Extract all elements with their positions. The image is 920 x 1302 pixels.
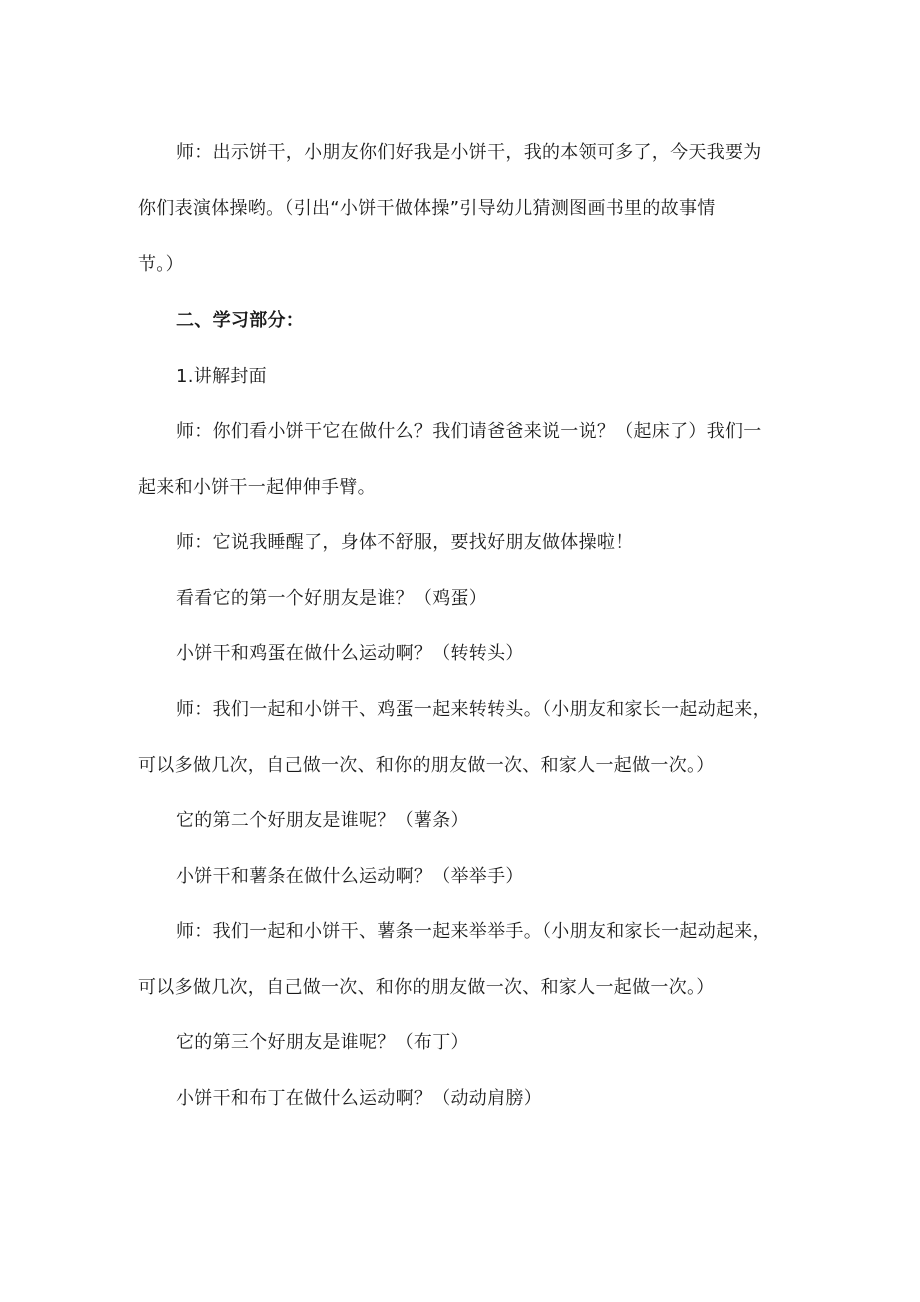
paragraph-line: 可以多做几次，自己做一次、和你的朋友做一次、和家人一起做一次。） (138, 755, 715, 776)
paragraph-line: 师：你们看小饼干它在做什么？我们请爸爸来说一说？（起床了）我们一 (176, 421, 762, 442)
paragraph-line: 小饼干和鸡蛋在做什么运动啊？（转转头） (176, 643, 524, 664)
paragraph-line: 小饼干和布丁在做什么运动啊？（动动肩膀） (176, 1088, 542, 1109)
paragraph-line: 师：我们一起和小饼干、薯条一起来举举手。（小朋友和家长一起动起来， (176, 921, 771, 942)
subsection-heading: 1.讲解封面 (176, 366, 267, 387)
paragraph-line: 可以多做几次，自己做一次、和你的朋友做一次、和家人一起做一次。） (138, 977, 715, 998)
paragraph-line: 师：出示饼干，小朋友你们好我是小饼干，我的本领可多了，今天我要为 (176, 142, 762, 163)
paragraph-line: 它的第三个好朋友是谁呢？（布丁） (176, 1032, 469, 1053)
paragraph-line: 师：我们一起和小饼干、鸡蛋一起来转转头。（小朋友和家长一起动起来， (176, 699, 771, 720)
paragraph-line: 它的第二个好朋友是谁呢？（薯条） (176, 810, 469, 831)
paragraph-line: 看看它的第一个好朋友是谁？（鸡蛋） (176, 588, 488, 609)
paragraph-line: 小饼干和薯条在做什么运动啊？（举举手） (176, 866, 524, 887)
paragraph-line: 你们表演体操哟。（引出“小饼干做体操”引导幼儿猜测图画书里的故事情 (138, 198, 716, 219)
section-heading: 二、学习部分： (176, 310, 305, 331)
paragraph-line: 节。） (138, 254, 184, 275)
paragraph-line: 师：它说我睡醒了，身体不舒服，要找好朋友做体操啦！ (176, 532, 634, 553)
paragraph-line: 起来和小饼干一起伸伸手臂。 (138, 477, 376, 498)
